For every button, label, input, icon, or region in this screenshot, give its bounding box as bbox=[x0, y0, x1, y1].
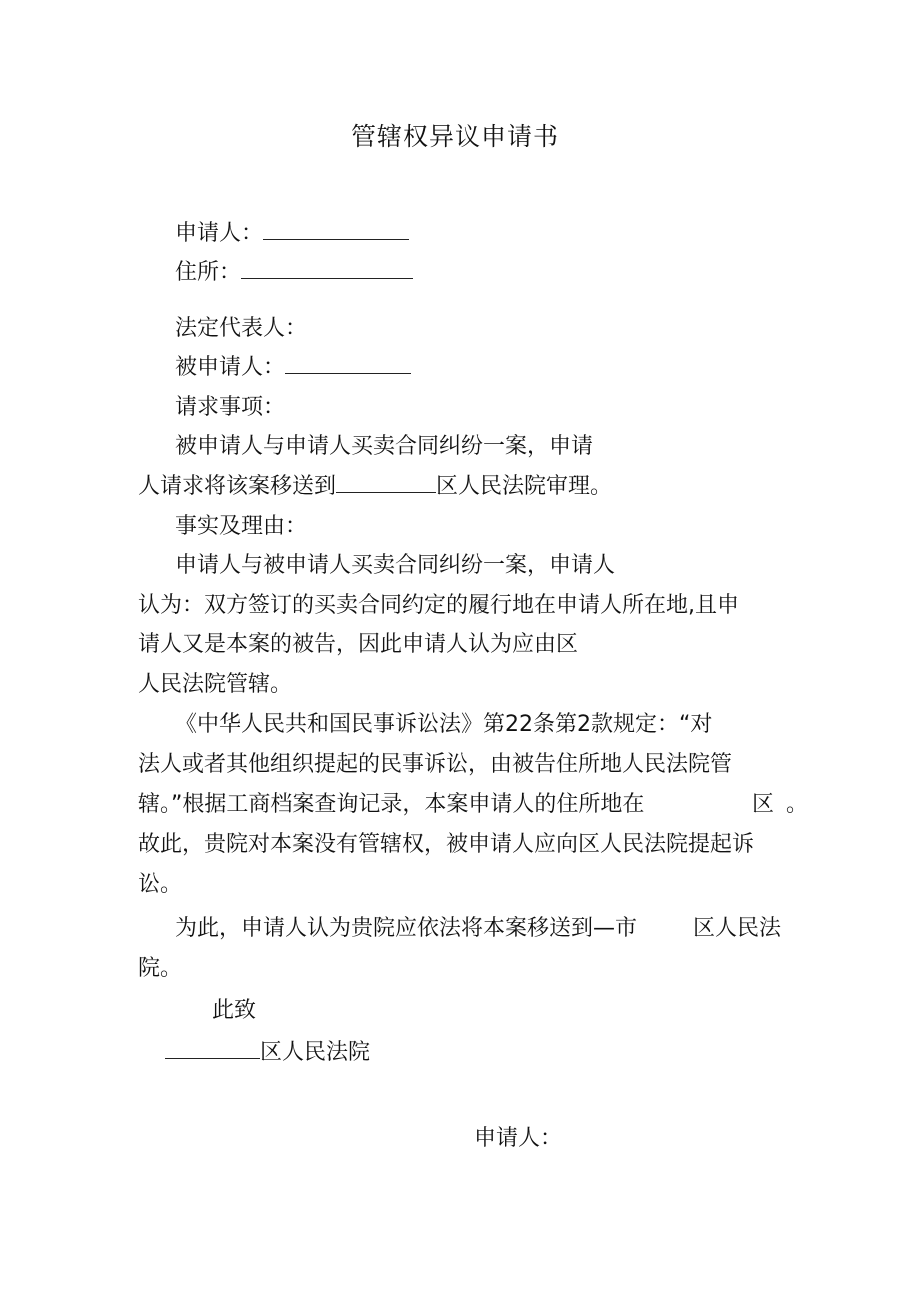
address-line bbox=[175, 258, 413, 288]
claims-heading: 请求事项： bbox=[175, 395, 286, 420]
facts-p2-line-4: 故此，贵院对本案没有管辖权，被申请人应向区人民法院提起诉 bbox=[138, 832, 755, 857]
signature-label: 申请人： bbox=[474, 1126, 563, 1151]
applicant-blank bbox=[263, 219, 409, 240]
conclusion-line-1 bbox=[175, 914, 795, 944]
claims-line-2-a: 人请求将该案移送到 bbox=[138, 474, 337, 499]
facts-heading: 事实及理由： bbox=[175, 514, 308, 539]
document-title: 管辖权异议申请书 bbox=[351, 122, 560, 151]
recipient-court-blank bbox=[165, 1038, 260, 1059]
claims-line-2 bbox=[138, 472, 612, 502]
district-word: 区 bbox=[752, 792, 775, 817]
period-mark: 。 bbox=[786, 792, 809, 817]
conclusion-line-1-a: 为此，申请人认为贵院应依法将本案移送到—市 bbox=[175, 916, 638, 941]
respondent-label: 被申请人： bbox=[175, 355, 286, 380]
address-blank bbox=[241, 258, 413, 279]
facts-p2-line-1: 《中华人民共和国民事诉讼法》第22条第2款规定：“对 bbox=[175, 712, 713, 737]
conclusion-line-2: 院。 bbox=[138, 956, 183, 981]
facts-p1-line-4: 人民法院管辖。 bbox=[138, 672, 293, 697]
applicant-label: 申请人： bbox=[175, 221, 264, 246]
facts-p1-line-2: 认为：双方签订的买卖合同约定的履行地在申请人所在地,且申 bbox=[138, 593, 739, 618]
facts-p2-line-2: 法人或者其他组织提起的民事诉讼，由被告住所地人民法院管 bbox=[138, 752, 733, 777]
claims-line-1: 被申请人与申请人买卖合同纠纷一案，申请 bbox=[175, 434, 594, 459]
facts-p2-line-3-a: 辖。”根据工商档案查询记录，本案申请人的住所地在 bbox=[138, 792, 645, 817]
facts-p1-line-3: 请人又是本案的被告，因此申请人认为应由区 bbox=[138, 632, 579, 657]
facts-p1-line-1: 申请人与被申请人买卖合同纠纷一案，申请人 bbox=[175, 553, 616, 578]
facts-p2-line-5: 讼。 bbox=[138, 872, 183, 897]
address-label: 住所： bbox=[175, 260, 242, 285]
recipient-court-suffix: 区人民法院 bbox=[260, 1040, 371, 1065]
respondent-blank bbox=[285, 353, 411, 374]
claims-line-2-b: 区人民法院审理。 bbox=[436, 474, 613, 499]
applicant-line bbox=[175, 219, 409, 249]
legal-rep-label: 法定代表人： bbox=[175, 316, 308, 341]
respondent-line bbox=[175, 353, 411, 383]
facts-p2-line-3 bbox=[138, 790, 808, 820]
closing-salutation: 此致 bbox=[212, 998, 257, 1023]
recipient-court-line bbox=[165, 1038, 370, 1068]
court-blank bbox=[336, 472, 436, 493]
conclusion-line-1-b: 区人民法 bbox=[693, 916, 782, 941]
